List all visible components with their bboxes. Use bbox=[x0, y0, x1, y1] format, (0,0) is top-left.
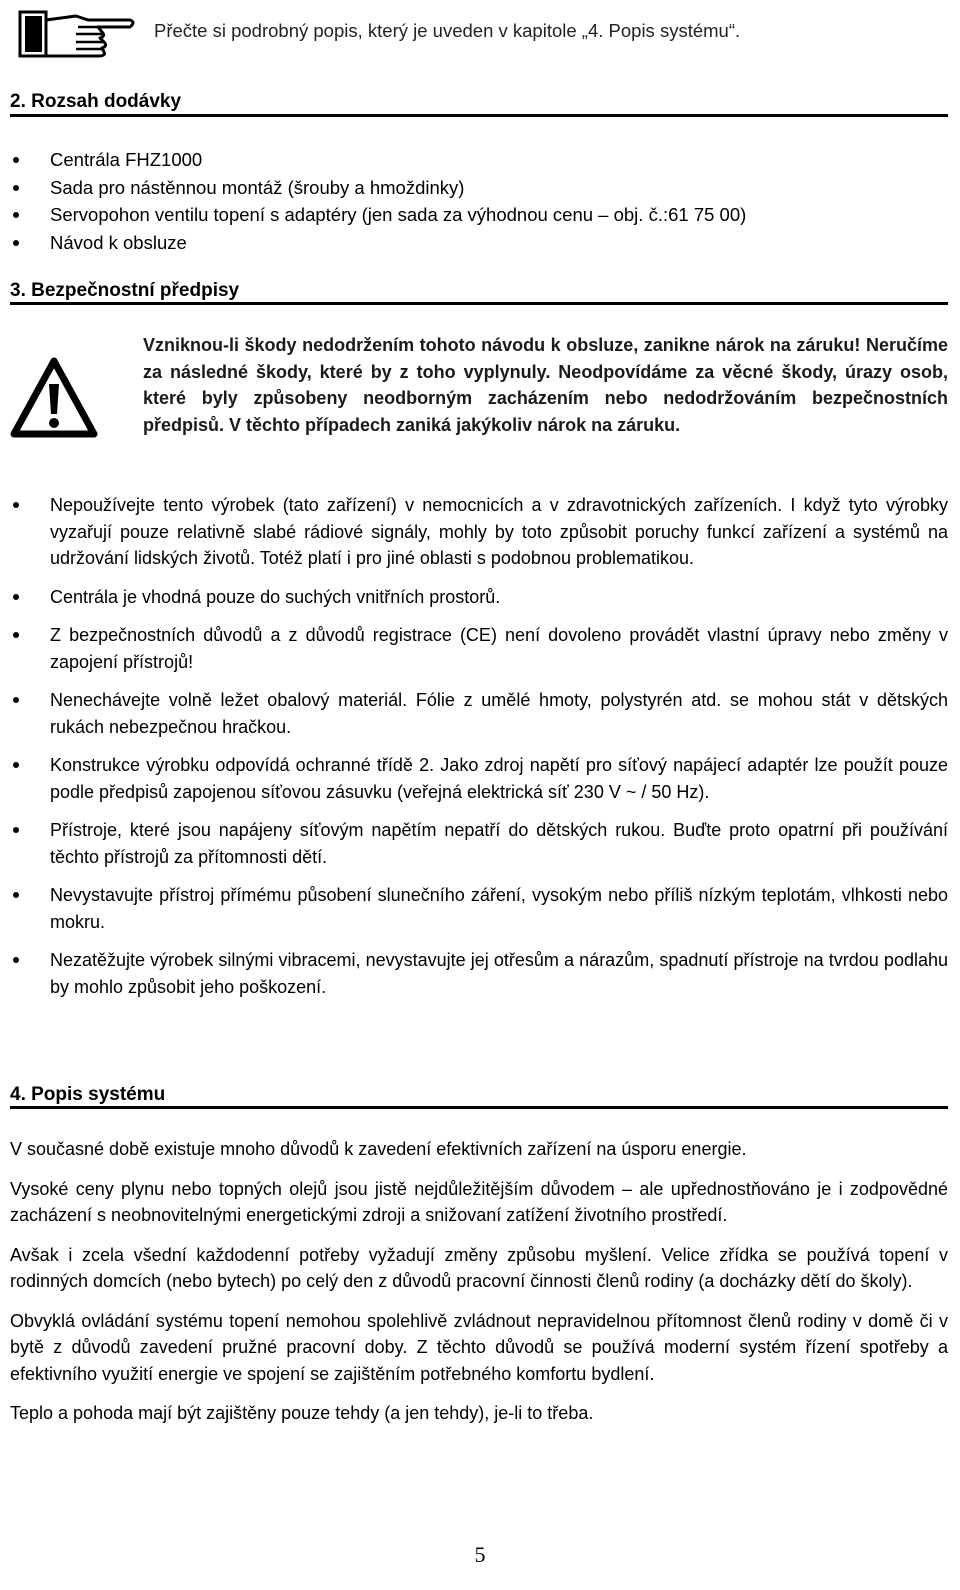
paragraph: Avšak i zcela všední každodenní potřeby vyžadují změny způsobu myšlení. Velice zřídka se používá topení v rodinných domcích (nebo bytech) po celý den z důvodů pracovní činnosti členů rodiny (a docházky dětí do školy). bbox=[10, 1244, 948, 1291]
bullet-icon bbox=[13, 762, 19, 768]
section-title-scope: 2. Rozsah dodávky bbox=[10, 91, 182, 112]
bullet-icon bbox=[13, 957, 19, 963]
page-number: 5 bbox=[474, 1542, 486, 1567]
list-item: Z bezpečnostních důvodů a z důvodů registrace (CE) není dovoleno provádět vlastní úpravy nebo změny v zapojení přístrojů! bbox=[0, 622, 960, 675]
bullet-icon bbox=[13, 185, 19, 191]
section-divider bbox=[10, 302, 948, 305]
scope-list bbox=[0, 146, 960, 256]
list-item: Nepoužívejte tento výrobek (tato zařízení) v nemocnicích a v zdravotnických zařízeních. I když tyto výrobky vyzařují pouze relativně slabé rádiové signály, mohly by toto způsobit poruchy funkcí zařízení a systémů na udržování lidských životů. Totéž platí i pro jiné oblasti s podobnou problematikou. bbox=[0, 492, 960, 572]
paragraph: Vysoké ceny plynu nebo topných olejů jsou jistě nejdůležitějším důvodem – ale upřednostňováno je i zodpovědné zacházení s neobnovitelnými energetickými zdroji a snižovaní zatížení životního prostředí. bbox=[10, 1178, 948, 1225]
warning-triangle-icon bbox=[10, 356, 98, 440]
bullet-icon bbox=[13, 632, 19, 638]
section-divider bbox=[10, 1106, 948, 1109]
bullet-icon bbox=[13, 502, 19, 508]
section-divider bbox=[10, 114, 948, 117]
bullet-icon bbox=[13, 594, 19, 600]
header-note-text: Přečte si podrobný popis, který je uveden v kapitole „4. Popis systému“. bbox=[154, 20, 741, 41]
pointing-hand-icon bbox=[18, 8, 138, 60]
bullet-icon bbox=[13, 827, 19, 833]
warning-text: Vzniknou-li škody nedodržením tohoto návodu k obsluze, zanikne nárok na záruku! Neručíme za následné škody, které by z toho vyplynuly. Neodpovídáme za věcné škody, úrazy osob, které byly způsobeny neodborným zacházením nebo nedodržováním bezpečnostních předpisů. V těchto případech zaniká jakýkoliv nárok na záruku. bbox=[143, 335, 948, 435]
safety-list bbox=[0, 492, 960, 1012]
bullet-icon bbox=[13, 157, 19, 163]
list-item: Nevystavujte přístroj přímému působení slunečního záření, vysokým nebo příliš nízkým teplotám, vlhkosti nebo mokru. bbox=[0, 882, 960, 935]
paragraph: V současné době existuje mnoho důvodů k zavedení efektivních zařízení na úsporu energie. bbox=[10, 1139, 747, 1159]
list-item: Návod k obsluze bbox=[0, 229, 960, 257]
list-item: Nezatěžujte výrobek silnými vibracemi, nevystavujte jej otřesům a nárazům, spadnutí přístroje na tvrdou podlahu by mohlo způsobit jeho poškození. bbox=[0, 947, 960, 1000]
list-item: Centrála je vhodná pouze do suchých vnitřních prostorů. bbox=[0, 584, 960, 611]
bullet-icon bbox=[13, 240, 19, 246]
list-item: Servopohon ventilu topení s adaptéry (jen sada za výhodnou cenu – obj. č.:61 75 00) bbox=[0, 201, 960, 229]
list-item: Nenechávejte volně ležet obalový materiál. Fólie z umělé hmoty, polystyrén atd. se mohou stát v dětských rukách nebezpečnou hračkou. bbox=[0, 687, 960, 740]
paragraph: Obvyklá ovládání systému topení nemohou spolehlivě zvládnout nepravidelnou přítomnost členů rodiny v domě či v bytě z důvodů zavedení pružné pracovní doby. Z těchto důvodů se používá moderní systém řízení spotřeby a efektivního využití energie ve spojení se zajištěním potřebného komfortu bydlení. bbox=[10, 1310, 948, 1384]
description-body bbox=[10, 1136, 948, 1440]
section-title-description: 4. Popis systému bbox=[10, 1084, 166, 1105]
bullet-icon bbox=[13, 212, 19, 218]
list-item: Centrála FHZ1000 bbox=[0, 146, 960, 174]
bullet-icon bbox=[13, 892, 19, 898]
header-note bbox=[10, 6, 950, 62]
list-item: Konstrukce výrobku odpovídá ochranné třídě 2. Jako zdroj napětí pro síťový napájecí adaptér lze použít pouze podle předpisů zapojenou síťovou zásuvku (veřejná elektrická síť 230 V ~ / 50 Hz). bbox=[0, 752, 960, 805]
bullet-icon bbox=[13, 697, 19, 703]
list-item: Přístroje, které jsou napájeny síťovým napětím nepatří do dětských rukou. Buďte proto opatrní při používání těchto přístrojů za přítomnosti dětí. bbox=[0, 817, 960, 870]
list-item: Sada pro nástěnnou montáž (šrouby a hmoždinky) bbox=[0, 174, 960, 202]
paragraph: Teplo a pohoda mají být zajištěny pouze tehdy (a jen tehdy), je-li to třeba. bbox=[10, 1403, 594, 1423]
section-title-safety: 3. Bezpečnostní předpisy bbox=[10, 280, 240, 301]
